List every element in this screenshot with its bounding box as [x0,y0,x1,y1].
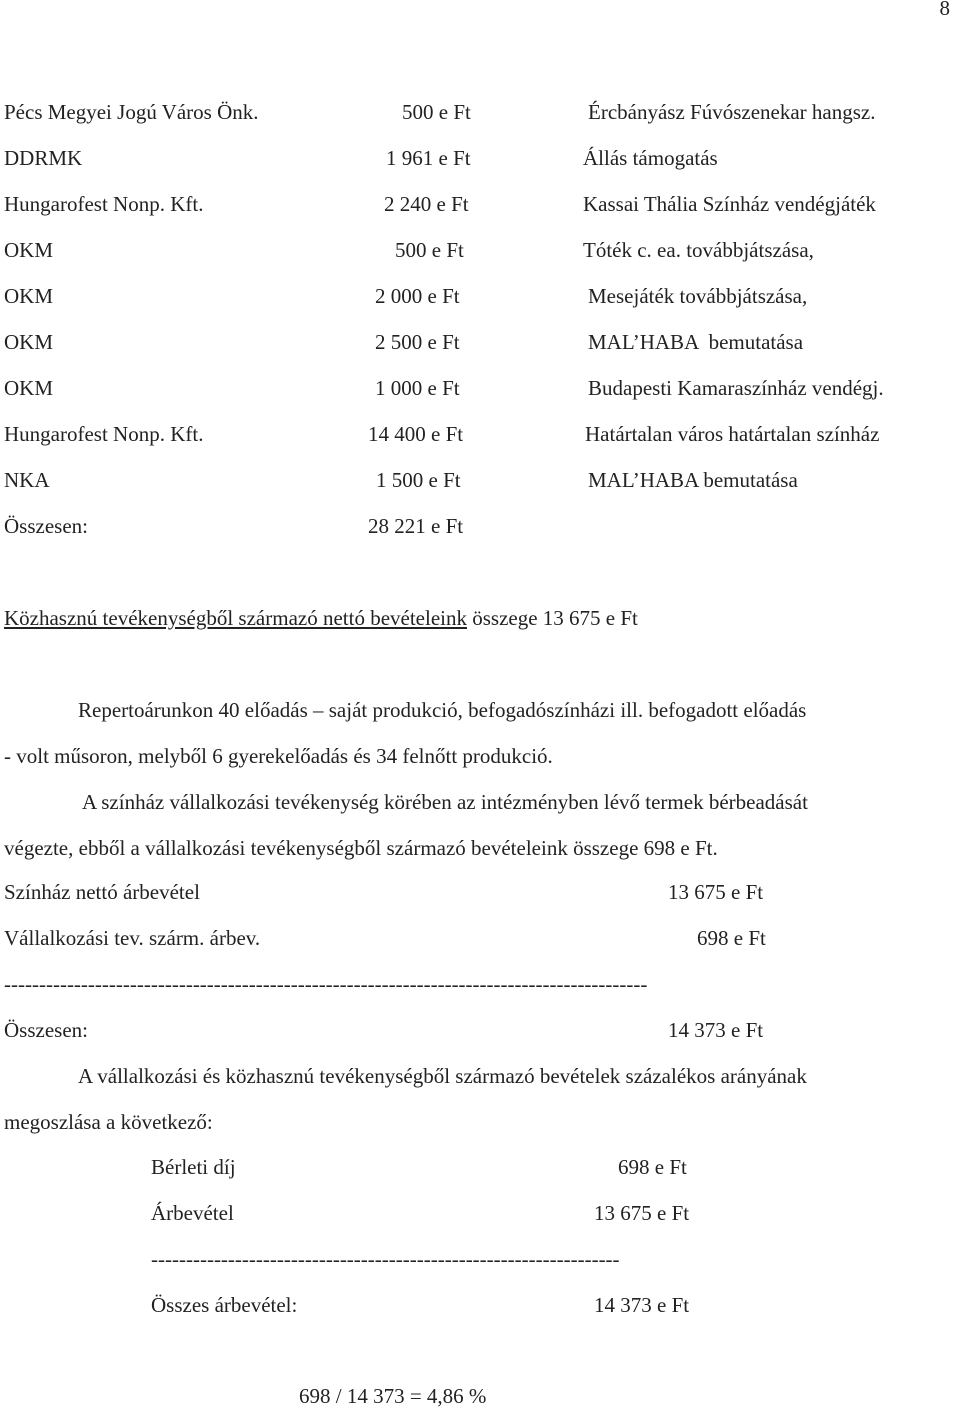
grant-source: OKM [4,284,54,308]
grant-amount: 500 e Ft [402,100,471,124]
grant-amount: 2 000 e Ft [375,284,460,308]
grants-total-amount: 28 221 e Ft [368,514,464,538]
grant-source: DDRMK [4,146,83,170]
grant-amount: 500 e Ft [395,238,464,262]
revenue-total-label: Összesen: [4,1018,88,1042]
grant-amount: 14 400 e Ft [368,422,464,446]
revenue-amount: 698 e Ft [697,926,766,950]
grant-source: Hungarofest Nonp. Kft. [4,422,204,446]
ratio-row-label: Árbevétel [151,1201,234,1225]
separator-line: -------------------------------------------------------------------------------------------- [4,972,648,996]
grants-total-label: Összesen: [4,514,88,538]
repertoire-line-2: - volt műsoron, melyből 6 gyerekelőadás és 34 felnőtt produkció. [4,744,553,768]
ratio-formula: 698 / 14 373 = 4,86 % [299,1384,487,1408]
grant-amount: 1 961 e Ft [386,146,471,170]
revenue-total-amount: 14 373 e Ft [668,1018,764,1042]
separator-line: ------------------------------------------------------------------- [151,1247,620,1271]
income-line [4,606,638,630]
page-number: 8 [939,0,950,20]
grant-purpose: Határtalan város határtalan színház [585,422,880,446]
grant-amount: 2 240 e Ft [384,192,469,216]
income-line-rest: összege 13 675 e Ft [466,606,638,630]
grant-purpose: Állás támogatás [583,146,718,170]
grant-source: Pécs Megyei Jogú Város Önk. [4,100,259,124]
grant-purpose: Tóték c. ea. továbbjátszása, [583,238,814,262]
grant-amount: 1 500 e Ft [376,468,461,492]
business-line-1: A színház vállalkozási tevékenység körében az intézményben lévő termek bérbeadását [82,790,808,814]
grant-purpose: Mesejáték továbbjátszása, [588,284,808,308]
grant-source: OKM [4,330,54,354]
grant-source: OKM [4,238,54,262]
grant-purpose: MAL’HABA bemutatása [588,330,804,354]
income-line-underlined: Közhasznú tevékenységből származó nettó bevételeink [4,606,467,630]
revenue-amount: 13 675 e Ft [668,880,764,904]
ratio-intro-line-1: A vállalkozási és közhasznú tevékenységből származó bevételek százalékos arányának [78,1064,807,1088]
ratio-intro-line-2: megoszlása a következő: [4,1110,213,1134]
revenue-label: Színház nettó árbevétel [4,880,200,904]
repertoire-line-1: Repertoárunkon 40 előadás – saját produkció, befogadószínházi ill. befogadott előadás [78,698,807,722]
ratio-row-label: Bérleti díj [151,1155,236,1179]
grant-purpose: Kassai Thália Színház vendégjáték [583,192,876,216]
grant-amount: 2 500 e Ft [375,330,460,354]
grant-purpose: MAL’HABA bemutatása [588,468,798,492]
grant-purpose: Budapesti Kamaraszínház vendégj. [588,376,884,400]
grant-source: NKA [4,468,50,492]
ratio-total-label: Összes árbevétel: [151,1293,298,1317]
grant-amount: 1 000 e Ft [375,376,460,400]
ratio-total-amount: 14 373 e Ft [594,1293,690,1317]
revenue-label: Vállalkozási tev. szárm. árbev. [4,926,261,950]
ratio-row-amount: 13 675 e Ft [594,1201,690,1225]
ratio-row-amount: 698 e Ft [618,1155,687,1179]
business-line-2: végezte, ebből a vállalkozási tevékenységből származó bevételeink összege 698 e Ft. [4,836,718,860]
grant-source: Hungarofest Nonp. Kft. [4,192,204,216]
grant-source: OKM [4,376,54,400]
grant-purpose: Ércbányász Fúvószenekar hangsz. [588,100,876,124]
